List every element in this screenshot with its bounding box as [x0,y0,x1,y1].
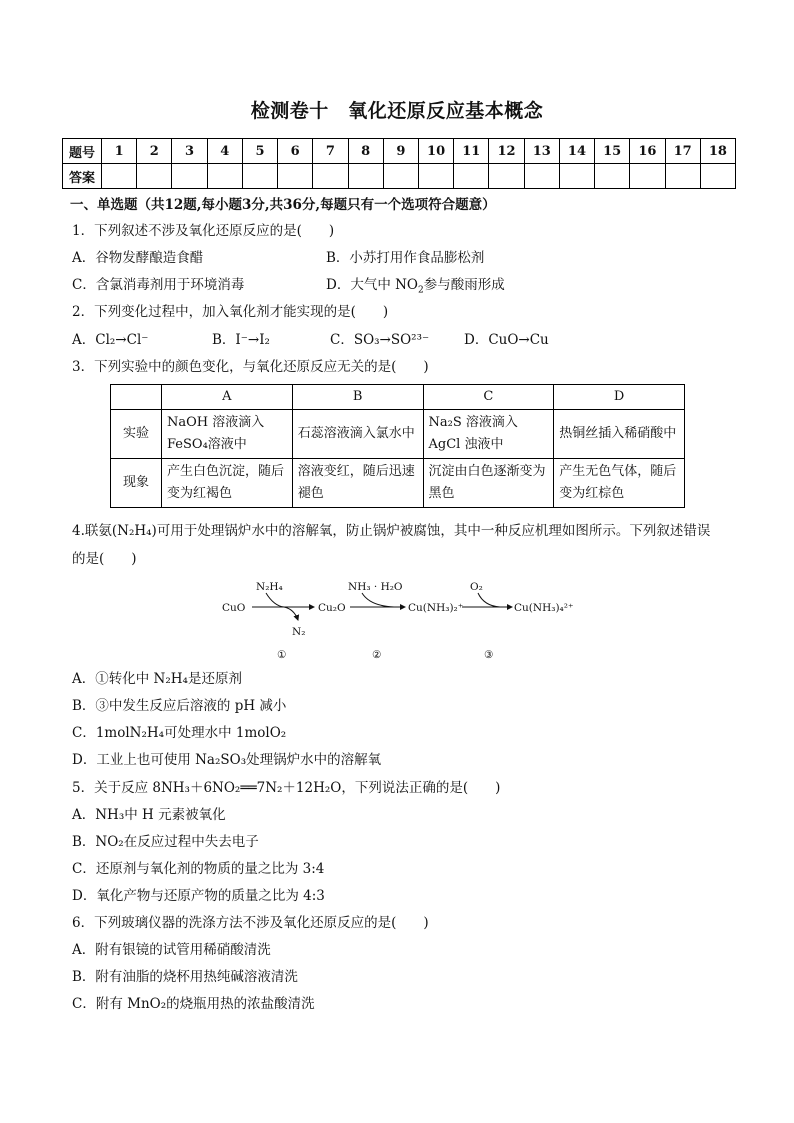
reagent-o2: O₂ [470,581,483,593]
step-number-3: ③ [484,649,494,661]
species-cu-ammine-4: Cu(NH₃)₄²⁺ [514,602,574,614]
question-number: 12 [489,139,524,164]
question-5-stem: 5．关于反应 8NH₃＋6NO₂══7N₂＋12H₂O，下列说法正确的是( ) [72,780,501,796]
answer-cell[interactable] [524,164,559,189]
answer-table-answer-row [63,164,736,189]
question-number: 8 [348,139,383,164]
column-header: C [423,385,554,410]
answer-cell[interactable] [137,164,172,189]
question-number: 11 [454,139,489,164]
reagent-n2h4: N₂H₄ [256,581,283,593]
column-header: A [162,385,293,410]
answer-cell[interactable] [348,164,383,189]
species-cu-ammine-2: Cu(NH₃)₂⁺ [408,602,464,614]
species-cuo: CuO [222,602,246,614]
question-number: 14 [559,139,594,164]
question-number: 9 [383,139,418,164]
table-row [111,410,685,459]
question-number: 18 [700,139,735,164]
answer-cell[interactable] [418,164,453,189]
table-corner-cell [111,385,162,410]
step-number-1: ① [277,649,287,661]
question-number: 13 [524,139,559,164]
question-number: 17 [665,139,700,164]
answer-cell[interactable] [172,164,207,189]
question-1-option-a: A．谷物发酵酿造食醋 [72,250,204,266]
reaction-mechanism-diagram [222,578,582,666]
question-number: 16 [630,139,665,164]
question-3-table [110,384,685,508]
answer-cell[interactable] [700,164,735,189]
table-cell: 热铜丝插入稀硝酸中 [554,410,685,459]
question-number: 2 [137,139,172,164]
question-6-option-b: B．附有油脂的烧杯用热纯碱溶液清洗 [72,969,298,985]
answer-table [62,138,736,189]
question-2-option-c: C．SO₃→SO²³⁻ [330,332,430,348]
question-1-option-c: C．含氯消毒剂用于环境消毒 [72,277,245,293]
table-cell: 产生无色气体，随后变为红棕色 [554,459,685,508]
question-2-option-b: B．I⁻→I₂ [212,332,270,348]
answer-cell[interactable] [383,164,418,189]
question-6-option-c: C．附有 MnO₂的烧瓶用热的浓盐酸清洗 [72,996,315,1012]
question-number: 1 [102,139,137,164]
step-number-2: ② [372,649,382,661]
answer-cell[interactable] [207,164,242,189]
answer-table-number-row [63,139,736,164]
question-number: 10 [418,139,453,164]
question-number: 15 [595,139,630,164]
question-6-option-a: A．附有银镜的试管用稀硝酸清洗 [72,942,271,958]
product-n2: N₂ [292,626,306,638]
answer-cell[interactable] [242,164,277,189]
table-cell: NaOH 溶液滴入 FeSO₄溶液中 [162,410,293,459]
question-2-option-d: D．CuO→Cu [464,332,549,348]
table-row [111,459,685,508]
question-1-stem: 1．下列叙述不涉及氧化还原反应的是( ) [72,223,335,239]
answer-cell[interactable] [278,164,313,189]
question-3-stem: 3．下列实验中的颜色变化，与氧化还原反应无关的是( ) [72,359,429,375]
answer-cell[interactable] [665,164,700,189]
table-header-row [111,385,685,410]
answer-cell[interactable] [559,164,594,189]
answer-cell[interactable] [630,164,665,189]
reaction-mechanism-svg [222,578,582,666]
question-1-option-d: D．大气中 $NO_2$参与酸雨形成 [326,277,505,296]
answer-cell[interactable] [313,164,348,189]
question-5-option-a: A．NH₃中 H 元素被氧化 [72,807,226,823]
question-5-option-d: D．氧化产物与还原产物的质量之比为 4:3 [72,888,325,904]
table-cell: Na₂S 溶液滴入 AgCl 浊液中 [423,410,554,459]
table-cell: 溶液变红，随后迅速褪色 [292,459,423,508]
question-4-option-d: D．工业上也可使用 Na₂SO₃处理锅炉水中的溶解氧 [72,752,382,768]
question-2-option-a: A．Cl₂→Cl⁻ [72,332,149,348]
table-cell: 沉淀由白色逐渐变为黑色 [423,459,554,508]
table-cell: 产生白色沉淀，随后变为红褐色 [162,459,293,508]
question-4-option-a: A．①转化中 N₂H₄是还原剂 [72,671,242,687]
table-cell: 石蕊溶液滴入氯水中 [292,410,423,459]
question-number: 4 [207,139,242,164]
question-5-option-b: B．NO₂在反应过程中失去电子 [72,834,259,850]
reagent-curve-2 [362,593,394,607]
page-title: 检测卷十 氧化还原反应基本概念 [250,100,544,122]
question-4-option-c: C．1molN₂H₄可处理水中 1molO₂ [72,725,287,741]
question-number: 6 [278,139,313,164]
question-6-stem: 6．下列玻璃仪器的洗涤方法不涉及氧化还原反应的是( ) [72,915,429,931]
question-2-stem: 2．下列变化过程中，加入氧化剂才能实现的是( ) [72,304,389,320]
question-4-option-b: B．③中发生反应后溶液的 pH 减小 [72,698,287,714]
question-4-stem-continued: 的是( ) [72,551,137,567]
question-1-option-b: B．小苏打用作食品膨松剂 [326,250,485,266]
reagent-curve-3 [478,593,500,607]
row-label: 现象 [111,459,162,508]
section-heading: 一、单选题（共12题,每小题3分,共36分,每题只有一个选项符合题意） [70,197,496,213]
column-header: D [554,385,685,410]
row-label: 实验 [111,410,162,459]
answer-cell[interactable] [595,164,630,189]
answer-cell[interactable] [102,164,137,189]
answer-cell[interactable] [454,164,489,189]
reagent-ammonia-water: NH₃ · H₂O [348,581,403,593]
question-number-label: 题号 [63,139,102,164]
answer-label: 答案 [63,164,102,189]
question-number: 5 [242,139,277,164]
question-5-option-c: C．还原剂与氧化剂的物质的量之比为 3:4 [72,861,325,877]
column-header: B [292,385,423,410]
answer-cell[interactable] [489,164,524,189]
question-number: 7 [313,139,348,164]
question-4-stem: 4.联氨(N₂H₄)可用于处理锅炉水中的溶解氧，防止锅炉被腐蚀，其中一种反应机理如图所示。下列叙述错误 [72,523,711,539]
species-cu2o: Cu₂O [318,602,346,614]
question-number: 3 [172,139,207,164]
